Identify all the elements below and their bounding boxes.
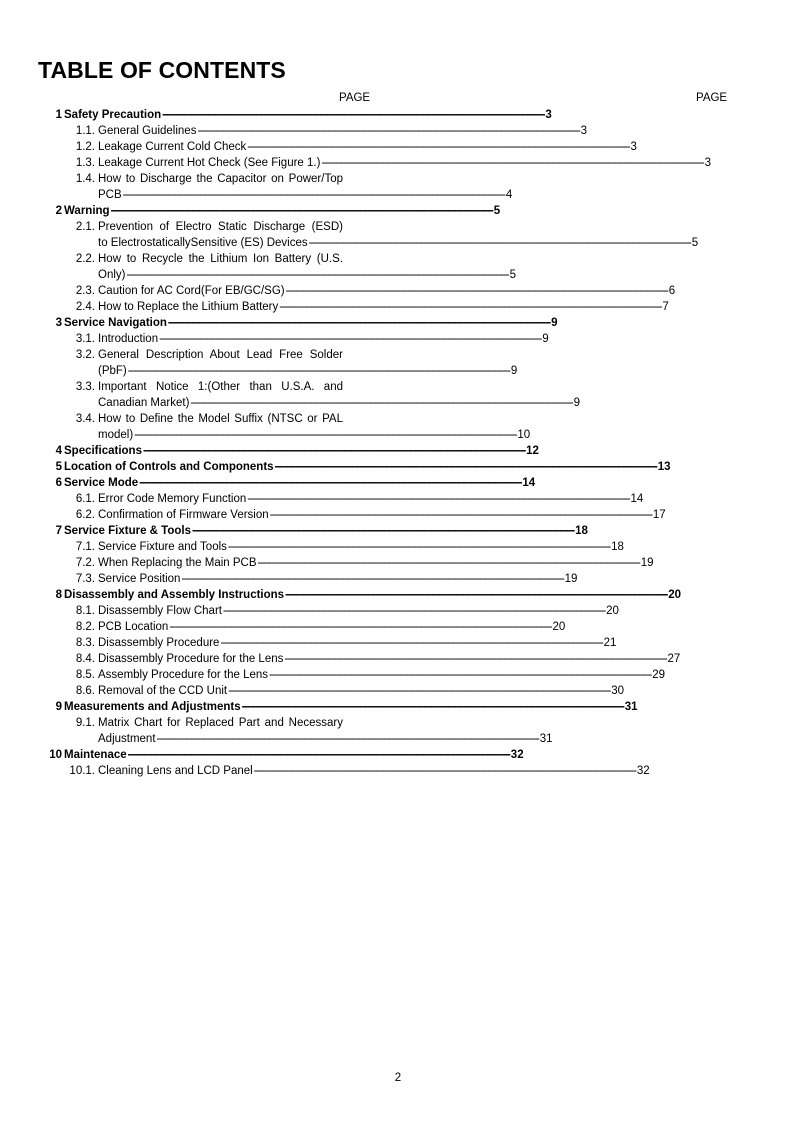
subsection-number: 3.1. <box>75 333 95 345</box>
toc-entry <box>0 651 681 667</box>
subsection-page-number: 20 <box>552 621 566 633</box>
subsection-title: Matrix Chart for Replaced Part and Necessary <box>98 717 343 729</box>
subsection-page-number: 9 <box>510 365 518 377</box>
dot-leader: -------------------------------------------------------------------------------------------------------------------------------------------- <box>247 493 630 505</box>
subsection-page-number: 3 <box>704 157 712 169</box>
subsection-leader-line <box>98 123 588 139</box>
subsection-number: 6.2. <box>75 509 95 521</box>
subsection-number: 2.4. <box>75 301 95 313</box>
subsection-title: How to Recycle the Lithium Ion Battery (U.S. <box>98 253 343 265</box>
subsection-title: Only) <box>98 269 126 281</box>
subsection-title: Disassembly Procedure for the Lens <box>98 653 284 665</box>
toc-entry-continuation <box>0 235 699 251</box>
subsection-number: 1.3. <box>75 157 95 169</box>
subsection-page-number: 3 <box>580 125 588 137</box>
subsection-title: How to Define the Model Suffix (NTSC or PAL <box>98 413 343 425</box>
section-page-number: 12 <box>526 445 539 457</box>
toc-entry <box>0 155 712 171</box>
dot-leader: -------------------------------------------------------------------------------------------------------------------------------------------- <box>122 189 505 201</box>
subsection-title: Introduction <box>98 333 159 345</box>
toc-entry <box>0 539 624 555</box>
toc-entry <box>0 667 665 683</box>
subsection-title: Service Fixture and Tools <box>98 541 227 553</box>
subsection-number: 1.2. <box>75 141 95 153</box>
toc-entry <box>0 139 637 155</box>
dot-leader: -------------------------------------------------------------------------------------------------------------------------------------------- <box>269 509 652 521</box>
section-page-number: 13 <box>657 461 671 473</box>
section-number: 9 <box>55 701 62 713</box>
subsection-page-number: 5 <box>691 237 699 249</box>
toc-entry <box>0 715 400 731</box>
toc-entry <box>0 763 650 779</box>
subsection-page-number: 32 <box>636 765 650 777</box>
toc-entry-continuation <box>0 187 513 203</box>
toc-entry <box>0 683 625 699</box>
toc-entry <box>0 171 400 187</box>
dot-leader: -------------------------------------------------------------------------------------------------------------------------------------------- <box>162 109 545 121</box>
subsection-title: Confirmation of Firmware Version <box>98 509 269 521</box>
toc-entry-continuation <box>0 267 517 283</box>
section-page-number: 20 <box>668 589 682 601</box>
dot-leader: -------------------------------------------------------------------------------------------------------------------------------------------- <box>269 669 652 681</box>
dot-leader: -------------------------------------------------------------------------------------------------------------------------------------------- <box>220 637 603 649</box>
section-title: Service Mode <box>64 477 139 489</box>
toc-entry <box>0 203 501 219</box>
subsection-number: 1.1. <box>75 125 95 137</box>
subsection-title: Prevention of Electro Static Discharge (ESD) <box>98 221 343 233</box>
section-number: 3 <box>55 317 62 329</box>
section-page-number: 5 <box>493 205 501 217</box>
subsection-page-number: 6 <box>668 285 676 297</box>
toc-entry <box>0 283 676 299</box>
subsection-title: How to Discharge the Capacitor on Power/Top <box>98 173 343 185</box>
subsection-page-number: 18 <box>611 541 624 553</box>
subsection-title: Caution for AC Cord(For EB/GC/SG) <box>98 285 285 297</box>
subsection-title: Error Code Memory Function <box>98 493 247 505</box>
subsection-number: 8.4. <box>75 653 95 665</box>
subsection-leader-line <box>98 155 712 171</box>
subsection-page-number: 19 <box>640 557 654 569</box>
subsection-page-number: 27 <box>667 653 681 665</box>
dot-leader: -------------------------------------------------------------------------------------------------------------------------------------------- <box>253 765 636 777</box>
dot-leader: -------------------------------------------------------------------------------------------------------------------------------------------- <box>169 621 552 633</box>
toc-entry <box>0 523 588 539</box>
section-page-number: 14 <box>522 477 536 489</box>
toc-entry <box>0 619 566 635</box>
section-number: 7 <box>55 525 62 537</box>
subsection-leader-line <box>98 491 644 507</box>
section-title: Disassembly and Assembly Instructions <box>64 589 285 601</box>
section-leader-line <box>64 475 536 491</box>
subsection-page-number: 17 <box>652 509 666 521</box>
dot-leader: -------------------------------------------------------------------------------------------------------------------------------------------- <box>274 461 657 473</box>
subsection-title: Disassembly Procedure <box>98 637 220 649</box>
section-leader-line <box>64 315 558 331</box>
subsection-leader-line <box>98 635 617 651</box>
subsection-title: PCB <box>98 189 122 201</box>
subsection-page-number: 30 <box>611 685 625 697</box>
toc-entry <box>0 459 671 475</box>
subsection-page-number: 20 <box>606 605 619 617</box>
subsection-leader-line <box>98 651 681 667</box>
section-title: Service Navigation <box>64 317 167 329</box>
subsection-page-number: 3 <box>630 141 637 153</box>
toc-entry <box>0 331 549 347</box>
subsection-number: 3.4. <box>75 413 95 425</box>
subsection-number: 8.5. <box>75 669 95 681</box>
toc-entry <box>0 379 400 395</box>
subsection-number: 2.1. <box>75 221 95 233</box>
toc-entry <box>0 443 539 459</box>
section-leader-line <box>64 587 682 603</box>
toc-entry <box>0 491 644 507</box>
dot-leader: -------------------------------------------------------------------------------------------------------------------------------------------- <box>285 285 668 297</box>
section-title: Warning <box>64 205 110 217</box>
dot-leader: -------------------------------------------------------------------------------------------------------------------------------------------- <box>181 573 564 585</box>
subsection-leader-line <box>98 139 637 155</box>
toc-entry <box>0 315 558 331</box>
toc-entry <box>0 571 578 587</box>
page-column-header-left: PAGE <box>339 92 371 104</box>
toc-entry <box>0 507 666 523</box>
subsection-leader-line <box>98 619 566 635</box>
subsection-title: Leakage Current Hot Check (See Figure 1.) <box>98 157 321 169</box>
dot-leader: -------------------------------------------------------------------------------------------------------------------------------------------- <box>167 317 551 329</box>
subsection-page-number: 10 <box>517 429 531 441</box>
subsection-leader-line <box>98 235 699 251</box>
subsection-number: 10.1. <box>69 765 95 777</box>
dot-leader: -------------------------------------------------------------------------------------------------------------------------------------------- <box>308 237 691 249</box>
subsection-page-number: 21 <box>603 637 617 649</box>
subsection-page-number: 5 <box>509 269 517 281</box>
subsection-leader-line <box>98 363 518 379</box>
toc-entry <box>0 123 588 139</box>
subsection-title: Removal of the CCD Unit <box>98 685 228 697</box>
toc-entry <box>0 699 638 715</box>
subsection-title: Important Notice 1:(Other than U.S.A. and <box>98 381 343 393</box>
dot-leader: -------------------------------------------------------------------------------------------------------------------------------------------- <box>241 701 624 713</box>
dot-leader: -------------------------------------------------------------------------------------------------------------------------------------------- <box>191 525 575 537</box>
section-leader-line <box>64 107 552 123</box>
subsection-leader-line <box>98 427 531 443</box>
dot-leader: -------------------------------------------------------------------------------------------------------------------------------------------- <box>127 365 510 377</box>
toc-entry <box>0 251 400 267</box>
section-page-number: 3 <box>545 109 552 121</box>
toc-entry <box>0 347 400 363</box>
page-column-header-right: PAGE <box>696 92 728 104</box>
subsection-page-number: 4 <box>505 189 513 201</box>
subsection-leader-line <box>98 395 580 411</box>
subsection-title: Adjustment <box>98 733 156 745</box>
toc-entry <box>0 219 400 235</box>
subsection-title: Cleaning Lens and LCD Panel <box>98 765 253 777</box>
dot-leader: -------------------------------------------------------------------------------------------------------------------------------------------- <box>127 749 510 761</box>
subsection-number: 7.3. <box>75 573 95 585</box>
toc-entry <box>0 411 400 427</box>
toc-entry <box>0 299 669 315</box>
section-title: Service Fixture & Tools <box>64 525 191 537</box>
subsection-number: 8.3. <box>75 637 95 649</box>
toc-entry <box>0 635 617 651</box>
toc-entry <box>0 475 536 491</box>
subsection-title: Service Position <box>98 573 181 585</box>
subsection-page-number: 14 <box>630 493 644 505</box>
subsection-leader-line <box>98 571 578 587</box>
section-number: 5 <box>55 461 62 473</box>
section-number: 8 <box>55 589 62 601</box>
subsection-title: Assembly Procedure for the Lens <box>98 669 269 681</box>
subsection-number: 3.2. <box>75 349 95 361</box>
section-leader-line <box>64 747 524 763</box>
dot-leader: -------------------------------------------------------------------------------------------------------------------------------------------- <box>247 141 630 153</box>
section-number: 10 <box>49 749 62 761</box>
subsection-title: Disassembly Flow Chart <box>98 605 222 617</box>
dot-leader: -------------------------------------------------------------------------------------------------------------------------------------------- <box>222 605 606 617</box>
section-title: Specifications <box>64 445 142 457</box>
dot-leader: -------------------------------------------------------------------------------------------------------------------------------------------- <box>139 477 522 489</box>
dot-leader: -------------------------------------------------------------------------------------------------------------------------------------------- <box>197 125 580 137</box>
subsection-leader-line <box>98 507 666 523</box>
subsection-number: 2.2. <box>75 253 95 265</box>
toc-entry <box>0 107 552 123</box>
page-number: 2 <box>394 1072 402 1084</box>
section-page-number: 32 <box>510 749 524 761</box>
section-leader-line <box>64 203 501 219</box>
subsection-title: (PbF) <box>98 365 127 377</box>
subsection-leader-line <box>98 555 654 571</box>
section-number: 4 <box>55 445 62 457</box>
subsection-title: PCB Location <box>98 621 169 633</box>
subsection-number: 7.2. <box>75 557 95 569</box>
section-title: Measurements and Adjustments <box>64 701 241 713</box>
dot-leader: -------------------------------------------------------------------------------------------------------------------------------------------- <box>228 685 611 697</box>
subsection-number: 3.3. <box>75 381 95 393</box>
subsection-number: 1.4. <box>75 173 95 185</box>
subsection-title: to ElectrostaticallySensitive (ES) Devices <box>98 237 308 249</box>
section-leader-line <box>64 699 638 715</box>
section-title: Safety Precaution <box>64 109 162 121</box>
subsection-number: 8.2. <box>75 621 95 633</box>
dot-leader: -------------------------------------------------------------------------------------------------------------------------------------------- <box>159 333 542 345</box>
dot-leader: -------------------------------------------------------------------------------------------------------------------------------------------- <box>227 541 611 553</box>
dot-leader: -------------------------------------------------------------------------------------------------------------------------------------------- <box>134 429 517 441</box>
dot-leader: -------------------------------------------------------------------------------------------------------------------------------------------- <box>284 653 667 665</box>
toc-entry <box>0 603 619 619</box>
toc-entry <box>0 587 682 603</box>
section-title: Maintenace <box>64 749 127 761</box>
dot-leader: -------------------------------------------------------------------------------------------------------------------------------------------- <box>142 445 526 457</box>
toc-entry <box>0 555 654 571</box>
subsection-page-number: 9 <box>573 397 580 409</box>
subsection-leader-line <box>98 763 650 779</box>
dot-leader: -------------------------------------------------------------------------------------------------------------------------------------------- <box>190 397 573 409</box>
section-number: 6 <box>55 477 62 489</box>
subsection-leader-line <box>98 283 676 299</box>
section-page-number: 31 <box>624 701 638 713</box>
toc-entry-continuation <box>0 427 531 443</box>
subsection-page-number: 31 <box>539 733 553 745</box>
toc-entry-continuation <box>0 731 553 747</box>
subsection-title: General Description About Lead Free Solder <box>98 349 343 361</box>
section-leader-line <box>64 459 671 475</box>
section-page-number: 18 <box>575 525 588 537</box>
dot-leader: -------------------------------------------------------------------------------------------------------------------------------------------- <box>321 157 704 169</box>
section-leader-line <box>64 523 588 539</box>
dot-leader: -------------------------------------------------------------------------------------------------------------------------------------------- <box>110 205 493 217</box>
subsection-leader-line <box>98 267 517 283</box>
subsection-leader-line <box>98 667 665 683</box>
dot-leader: -------------------------------------------------------------------------------------------------------------------------------------------- <box>156 733 539 745</box>
section-number: 2 <box>55 205 62 217</box>
subsection-title: How to Replace the Lithium Battery <box>98 301 279 313</box>
subsection-page-number: 19 <box>564 573 578 585</box>
subsection-number: 7.1. <box>75 541 95 553</box>
subsection-title: model) <box>98 429 134 441</box>
section-number: 1 <box>55 109 62 121</box>
page-title: TABLE OF CONTENTS <box>38 57 286 83</box>
subsection-title: General Guidelines <box>98 125 197 137</box>
subsection-number: 8.1. <box>75 605 95 617</box>
dot-leader: -------------------------------------------------------------------------------------------------------------------------------------------- <box>257 557 640 569</box>
subsection-title: When Replacing the Main PCB <box>98 557 257 569</box>
subsection-leader-line <box>98 539 624 555</box>
subsection-number: 6.1. <box>75 493 95 505</box>
subsection-number: 2.3. <box>75 285 95 297</box>
toc-entry-continuation <box>0 363 518 379</box>
subsection-leader-line <box>98 331 549 347</box>
subsection-leader-line <box>98 187 513 203</box>
section-leader-line <box>64 443 539 459</box>
subsection-leader-line <box>98 603 619 619</box>
subsection-page-number: 29 <box>652 669 665 681</box>
subsection-leader-line <box>98 299 669 315</box>
subsection-number: 8.6. <box>75 685 95 697</box>
section-title: Location of Controls and Components <box>64 461 274 473</box>
dot-leader: -------------------------------------------------------------------------------------------------------------------------------------------- <box>279 301 662 313</box>
dot-leader: -------------------------------------------------------------------------------------------------------------------------------------------- <box>126 269 509 281</box>
subsection-page-number: 9 <box>542 333 549 345</box>
subsection-leader-line <box>98 683 625 699</box>
subsection-number: 9.1. <box>75 717 95 729</box>
subsection-leader-line <box>98 731 553 747</box>
section-page-number: 9 <box>551 317 558 329</box>
toc-entry-continuation <box>0 395 580 411</box>
subsection-title: Canadian Market) <box>98 397 190 409</box>
toc-entry <box>0 747 524 763</box>
subsection-title: Leakage Current Cold Check <box>98 141 247 153</box>
subsection-page-number: 7 <box>662 301 669 313</box>
dot-leader: -------------------------------------------------------------------------------------------------------------------------------------------- <box>285 589 668 601</box>
